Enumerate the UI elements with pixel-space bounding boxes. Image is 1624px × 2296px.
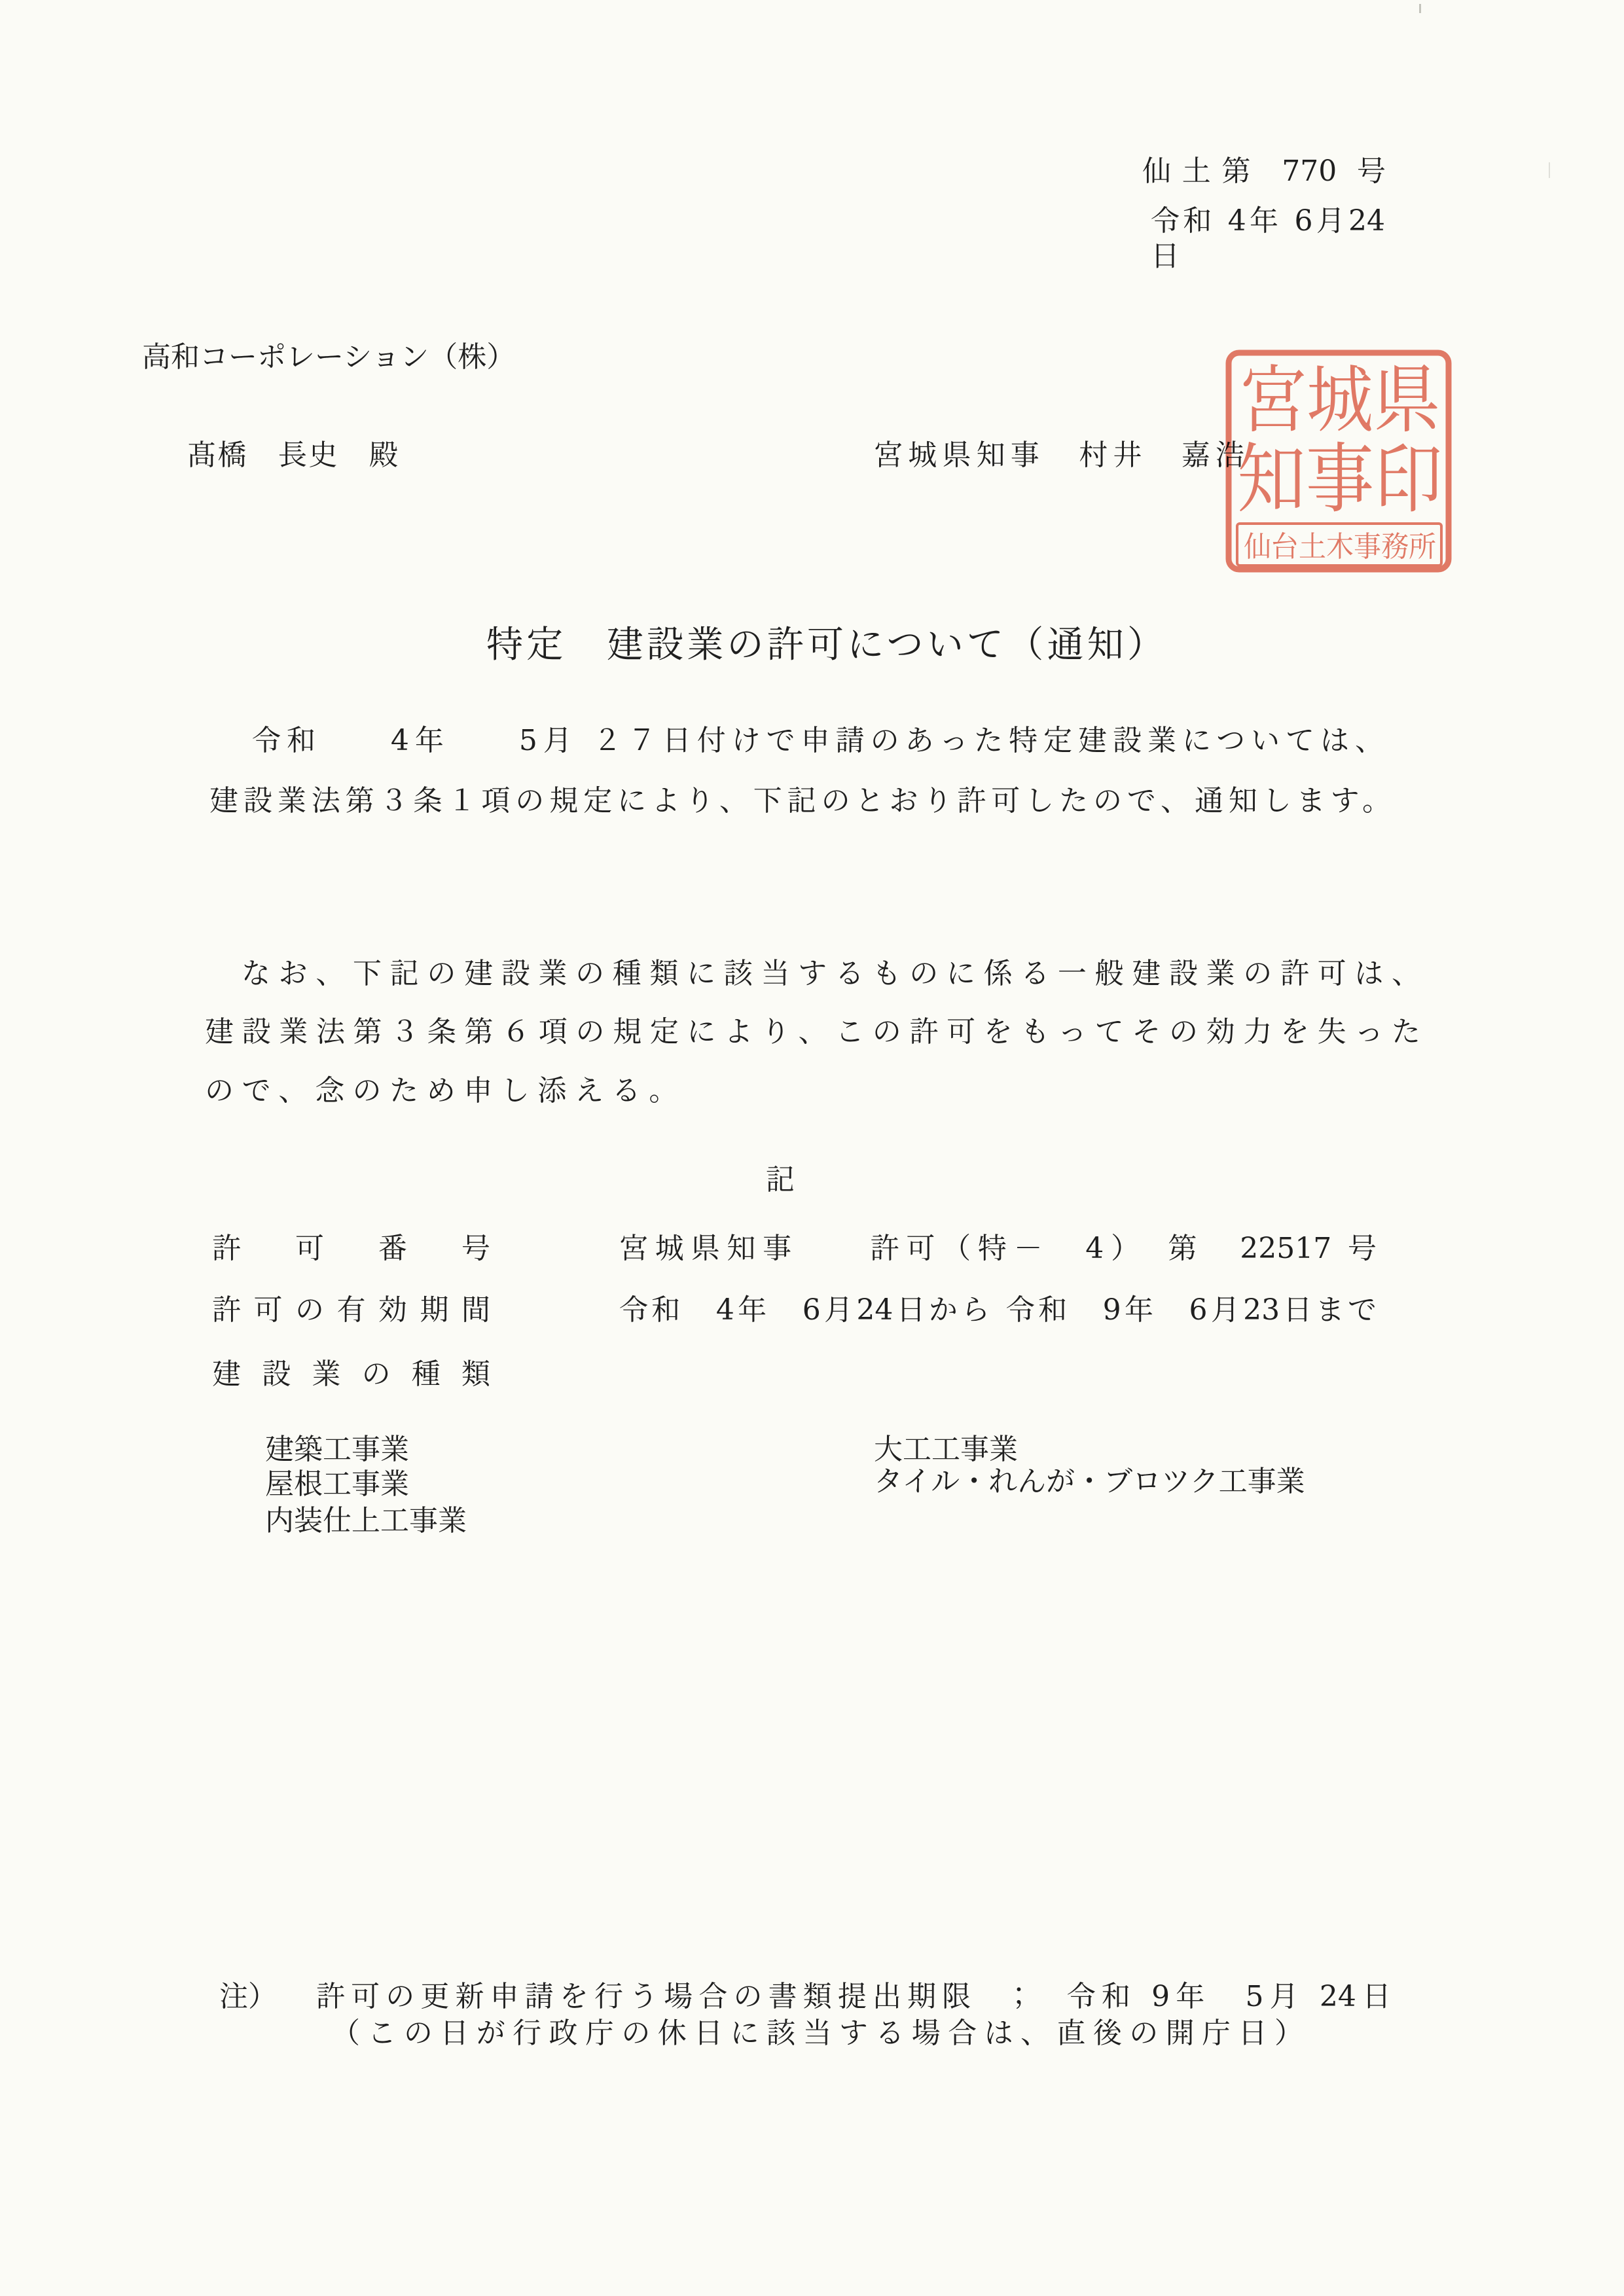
business-type-item: 建築工事業 <box>265 1433 409 1466</box>
paragraph-1-line: 建設業法第３条１項の規定により、下記のとおり許可したので、通知します。 <box>209 784 1391 817</box>
note-line: 許可の更新申請を行う場合の書類提出期限 ； 令和 9年 5月 24日 <box>316 1980 1391 2013</box>
validity-period-label: 許可の有効期間 <box>212 1293 490 1327</box>
business-type-item: 内装仕上工事業 <box>265 1504 467 1537</box>
note-line: （この日が行政庁の休日に該当する場合は、直後の開庁日） <box>331 2017 1303 2050</box>
business-type-item: 大工工事業 <box>874 1433 1018 1466</box>
note-marker: 注） <box>219 1980 277 2013</box>
scan-speck <box>1549 162 1550 178</box>
document-title: 特定 建設業の許可について（通知） <box>486 624 1164 666</box>
business-type-item: タイル・れんが・ブロツク工事業 <box>874 1465 1305 1498</box>
recipient-name: 髙橋 長史 殿 <box>187 439 398 472</box>
permit-number-label: 許 可 番 号 <box>212 1232 490 1265</box>
scan-speck <box>1419 4 1421 13</box>
recipient-company: 高和コーポレーション（株） <box>142 340 516 374</box>
paragraph-1-line: 令和 4年 5月 ２７日付けで申請のあった特定建設業については、 <box>252 724 1384 757</box>
paragraph-2-line: なお、下記の建設業の種類に該当するものに係る一般建設業の許可は、 <box>242 957 1420 990</box>
record-heading: 記 <box>766 1163 795 1196</box>
sender-name: 宮城県知事 村井 嘉浩 <box>874 439 1244 472</box>
validity-period-value: 令和 4年 6月24日から 令和 9年 6月23日まで <box>619 1293 1377 1327</box>
paragraph-2-line: ので、念のため申し添える。 <box>205 1074 686 1107</box>
governor-seal <box>1224 348 1453 574</box>
issue-date: 令和 4年 6月24日 <box>1151 204 1385 273</box>
seal-text-row-2: 知事印 <box>1237 435 1443 524</box>
business-types-label: 建設業の種類 <box>212 1357 490 1391</box>
seal-text-row-1: 宮城県 <box>1240 358 1440 443</box>
business-type-item: 屋根工事業 <box>265 1467 409 1501</box>
paragraph-2-line: 建設業法第３条第６項の規定により、この許可をもってその効力を失った <box>205 1015 1420 1049</box>
reference-number: 仙土第 770 号 <box>1142 154 1386 188</box>
seal-office-text: 仙台土木事務所 <box>1244 530 1436 564</box>
permit-number-value: 宮城県知事 許可（特－ 4） 第 22517 号 <box>619 1232 1377 1265</box>
